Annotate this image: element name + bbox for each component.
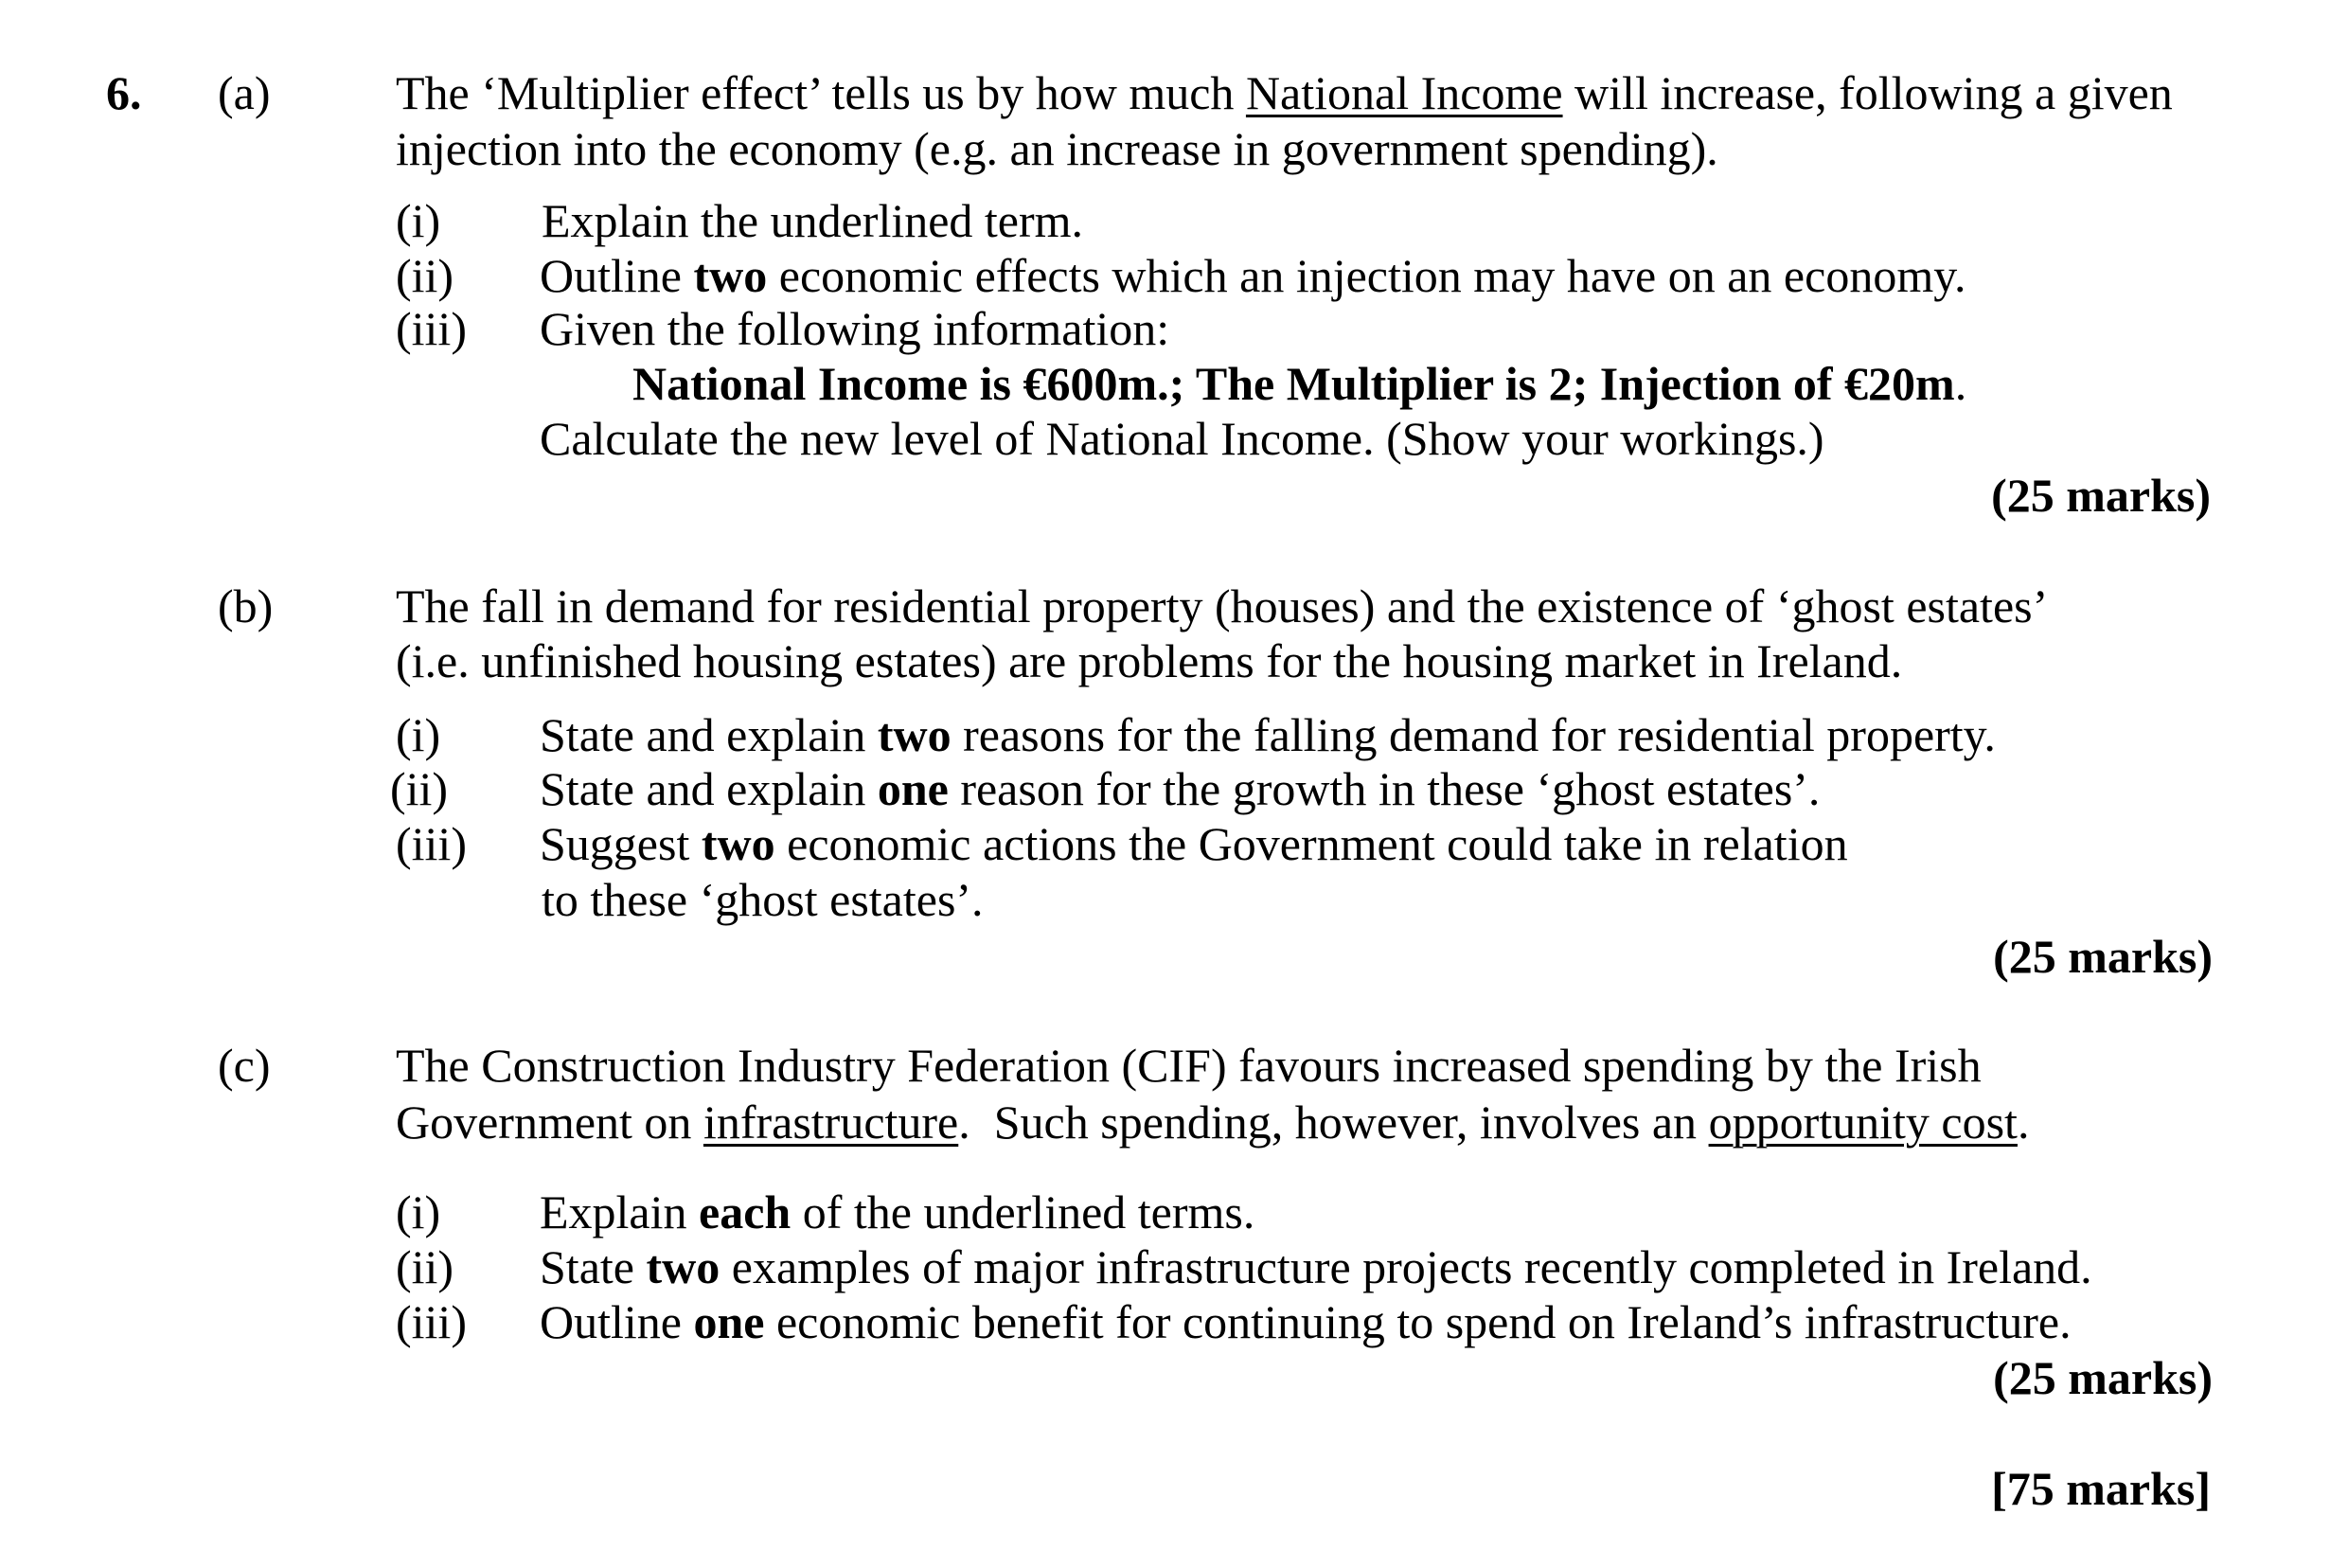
part-c-sub-iii-text xyxy=(540,1295,2072,1348)
part-b-intro-line-1: The fall in demand for residential property (houses) and the existence of ‘ghost estates’ xyxy=(396,579,2049,633)
part-b-sub-iii-pre: Suggest xyxy=(540,817,702,870)
part-b-sub-i-text xyxy=(540,708,1996,761)
part-c-sub-ii-post: examples of major infrastructure projects recently completed in Ireland. xyxy=(720,1240,2092,1293)
part-a-sub-ii-post: economic effects which an injection may have on an economy. xyxy=(767,249,1966,302)
part-b-sub-ii-pre: State and explain xyxy=(540,762,878,815)
total-marks: [75 marks] xyxy=(1991,1462,2211,1515)
part-a-sub-ii-bold: two xyxy=(693,249,768,302)
part-c-sub-iii-post: economic benefit for continuing to spend on Ireland’s infrastructure. xyxy=(764,1295,2072,1348)
question-number: 6. xyxy=(106,66,142,119)
part-c-sub-iii-bold: one xyxy=(693,1295,765,1348)
part-a-sub-iii-follow: Calculate the new level of National Income. (Show your workings.) xyxy=(540,412,1824,465)
part-c-marks: (25 marks) xyxy=(1993,1351,2213,1404)
part-b-sub-ii-bold: one xyxy=(877,762,949,815)
part-b-marks: (25 marks) xyxy=(1993,930,2213,983)
part-c-sub-ii-label: (ii) xyxy=(396,1240,454,1293)
part-b-sub-i-label: (i) xyxy=(396,708,441,761)
underlined-term-opportunity-cost: opportunity cost xyxy=(1708,1096,2018,1149)
part-a-info-bold: National Income is €600m.; The Multiplier is 2; Injection of €20m xyxy=(632,357,1955,410)
part-b-sub-ii-label: (ii) xyxy=(390,762,449,815)
part-c-sub-i-post: of the underlined terms. xyxy=(791,1185,1255,1238)
part-c-sub-ii-pre: State xyxy=(540,1240,647,1293)
part-b-sub-i-pre: State and explain xyxy=(540,708,878,761)
part-b-sub-iii-bold: two xyxy=(701,817,775,870)
underlined-term-infrastructure: infrastructure xyxy=(703,1096,959,1149)
part-b-sub-iii-post: economic actions the Government could take in relation xyxy=(774,817,1848,870)
part-c-sub-iii-pre: Outline xyxy=(540,1295,694,1348)
part-b-label: (b) xyxy=(218,579,274,633)
part-a-sub-iii-label: (iii) xyxy=(396,302,467,355)
part-b-sub-ii-text xyxy=(540,762,1821,815)
part-a-intro-line-2: injection into the economy (e.g. an increase in government spending). xyxy=(396,122,1718,175)
part-c-intro-line-1: The Construction Industry Federation (CIF) favours increased spending by the Irish xyxy=(396,1039,1982,1092)
part-c-sub-i-pre: Explain xyxy=(540,1185,700,1238)
part-b-sub-iii-label: (iii) xyxy=(396,817,467,870)
part-c-label: (c) xyxy=(218,1039,271,1092)
part-b-sub-iii-continuation: to these ‘ghost estates’. xyxy=(542,873,984,926)
part-c-intro-line-2 xyxy=(396,1096,2030,1149)
part-a-sub-ii-label: (ii) xyxy=(396,249,454,302)
underlined-term-national-income: National Income xyxy=(1245,66,1563,119)
part-a-info-end: . xyxy=(1954,357,1967,410)
part-a-marks: (25 marks) xyxy=(1991,469,2211,522)
part-a-sub-i-text: Explain the underlined term. xyxy=(542,194,1084,247)
part-a-sub-ii-text xyxy=(540,249,1966,302)
part-a-sub-iii-text: Given the following information: xyxy=(540,302,1170,355)
part-c-intro-pre: Government on xyxy=(396,1096,703,1149)
part-a-given-information xyxy=(632,357,1967,410)
part-c-sub-i-bold: each xyxy=(699,1185,792,1238)
part-a-intro-line-1 xyxy=(396,66,2173,119)
part-b-sub-i-bold: two xyxy=(877,708,952,761)
part-b-intro-line-2: (i.e. unfinished housing estates) are problems for the housing market in Ireland. xyxy=(396,634,1903,687)
part-c-sub-ii-bold: two xyxy=(646,1240,720,1293)
part-c-sub-i-text xyxy=(540,1185,1255,1238)
part-c-sub-iii-label: (iii) xyxy=(396,1295,467,1348)
part-b-sub-i-post: reasons for the falling demand for residential property. xyxy=(951,708,1996,761)
part-c-intro-post: . xyxy=(2017,1096,2030,1149)
part-b-sub-ii-post: reason for the growth in these ‘ghost estates’. xyxy=(948,762,1821,815)
part-c-sub-i-label: (i) xyxy=(396,1185,441,1238)
part-c-sub-ii-text xyxy=(540,1240,2092,1293)
part-b-sub-iii-text xyxy=(540,817,1848,870)
part-c-intro-mid: . Such spending, however, involves an xyxy=(958,1096,1709,1149)
part-a-label: (a) xyxy=(218,66,271,119)
part-a-sub-ii-pre: Outline xyxy=(540,249,694,302)
part-a-sub-i-label: (i) xyxy=(396,194,441,247)
part-a-intro-post: will increase, following a given xyxy=(1562,66,2173,119)
part-a-intro-pre: The ‘Multiplier effect’ tells us by how much xyxy=(396,66,1246,119)
